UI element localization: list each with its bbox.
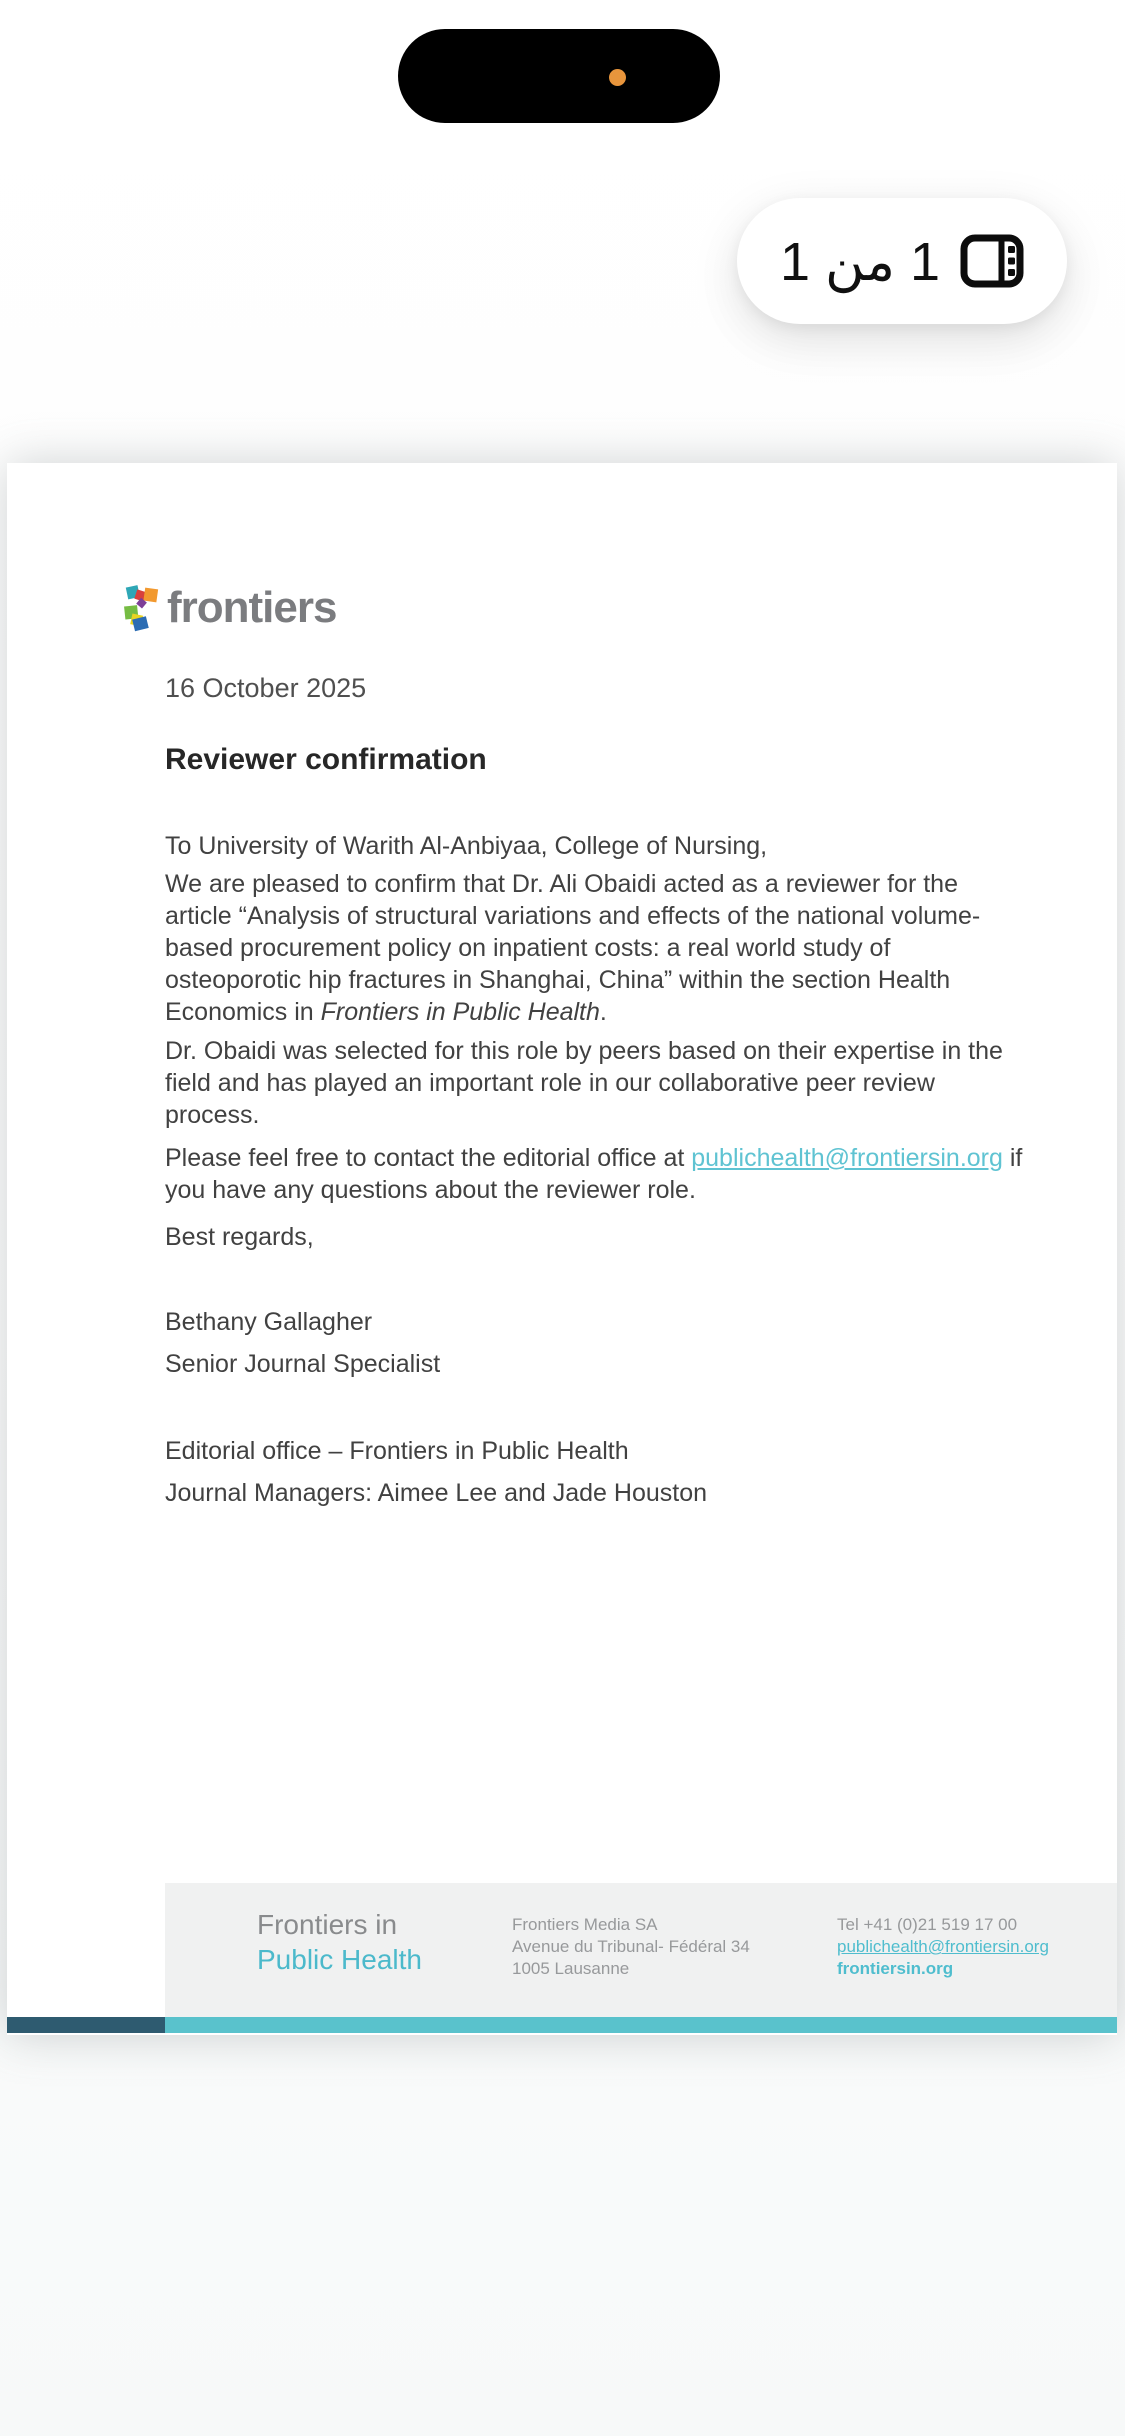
footer-address-line-2: Avenue du Tribunal- Fédéral 34 [512,1937,750,1956]
footer-address [512,1914,750,1980]
letter-paragraph-2: Dr. Obaidi was selected for this role by peers based on their expertise in the field and has played an important role in our collaborative peer review process. [165,1037,1003,1129]
footer-journal-title [257,1907,422,1977]
letter-body [165,673,1045,1509]
letter-heading: Reviewer confirmation [165,743,487,776]
letter-closing: Best regards, [165,1223,314,1251]
footer-bar-dark-segment [7,2017,165,2033]
letter-date: 16 October 2025 [165,673,367,703]
paragraph-3-after: if you have any questions about the reviewer role. [165,1144,1023,1204]
footer-bar-light-segment [165,2017,1117,2033]
frontiers-wordmark: frontiers [167,583,337,632]
footer-website-link[interactable]: frontiersin.org [837,1959,954,1978]
editorial-office-line: Editorial office – Frontiers in Public Health [165,1437,629,1465]
footer-journal-name: Public Health [257,1944,422,1975]
footer-address-line-3: 1005 Lausanne [512,1959,630,1978]
letter-recipient: To University of Warith Al-Anbiyaa, College of Nursing, [165,832,768,860]
footer-email-link[interactable]: publichealth@frontiersin.org [837,1937,1049,1956]
pages-sidebar-icon [960,234,1024,288]
frontiers-cubes-icon [121,583,161,633]
letter-paragraph-1 [165,868,1027,1028]
letter-paragraph-3 [165,1142,1027,1206]
paragraph-3-before: Please feel free to contact the editorial office at [165,1144,692,1172]
footer-journal-prefix: Frontiers in [257,1909,398,1940]
editorial-office-email-link[interactable]: publichealth@frontiersin.org [691,1144,1003,1172]
journal-managers-line: Journal Managers: Aimee Lee and Jade Houston [165,1479,708,1507]
paragraph-1-journal-italic: Frontiers in Public Health [320,998,600,1026]
page-indicator-pill[interactable] [737,198,1067,324]
microphone-indicator-dot [609,69,626,86]
signer-name: Bethany Gallagher [165,1308,373,1336]
dynamic-island [398,29,720,123]
footer-address-line-1: Frontiers Media SA [512,1915,658,1934]
footer-color-bar [7,2017,1117,2033]
signer-title: Senior Journal Specialist [165,1350,441,1378]
paragraph-1-end: . [599,998,607,1026]
paragraph-1-text: We are pleased to confirm that Dr. Ali Obaidi acted as a reviewer for the article “Analysis of structural variations and effects of the national volume-based procurement policy on inpatient costs: a real world study of osteoporotic hip fractures in Shanghai, China” within the section Health Economics in [165,870,981,1026]
document-page [7,463,1117,2035]
letter-footer [165,1883,1117,2017]
page-count-label: 1 من 1 [779,231,941,292]
footer-contact [837,1914,1049,1980]
footer-telephone: Tel +41 (0)21 519 17 00 [837,1915,1018,1934]
frontiers-logo [121,583,336,633]
